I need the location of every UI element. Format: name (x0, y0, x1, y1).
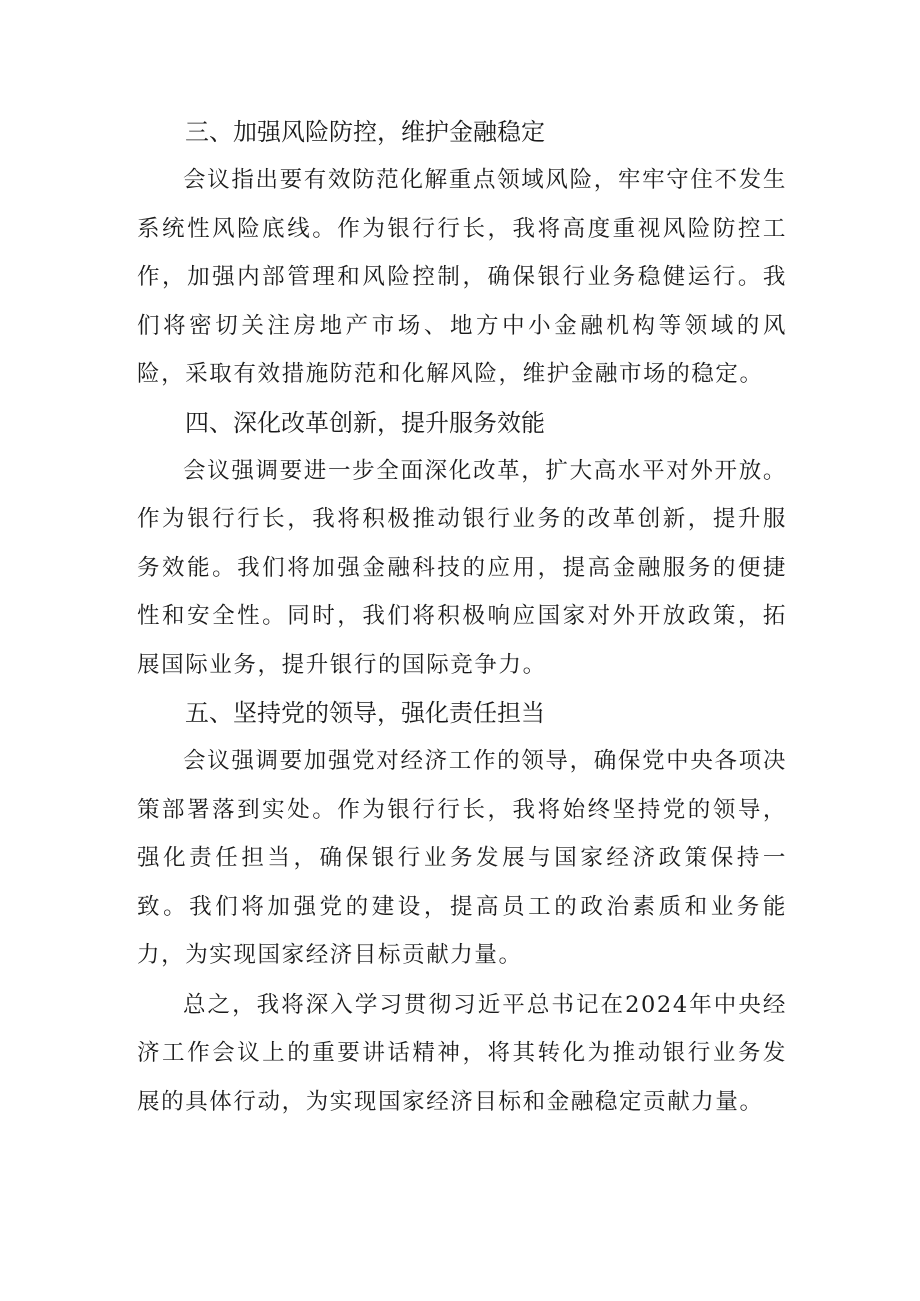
section-paragraph-5: 会议强调要加强党对经济工作的领导，确保党中央各项决策部署落到实处。作为银行行长，我将始终坚持党的领导，强化责任担当，确保银行业务发展与国家经济政策保持一致。我们将加强党的建设，提高员工的政治素质和业务能力，为实现国家经济目标贡献力量。 (137, 748, 787, 968)
conclusion-paragraph: 总之，我将深入学习贯彻习近平总书记在2024年中央经济工作会议上的重要讲话精神，将其转化为推动银行业务发展的具体行动，为实现国家经济目标和金融稳定贡献力量。 (137, 991, 787, 1115)
section-heading-3: 三、加强风险防控，维护金融稳定 (185, 118, 545, 146)
section-paragraph-3: 会议指出要有效防范化解重点领域风险，牢牢守住不发生系统性风险底线。作为银行行长，我将高度重视风险防控工作，加强内部管理和风险控制，确保银行业务稳健运行。我们将密切关注房地产市场、地方中小金融机构等领域的风险，采取有效措施防范和化解风险，维护金融市场的稳定。 (137, 167, 787, 387)
section-heading-5: 五、坚持党的领导，强化责任担当 (185, 699, 545, 727)
section-heading-4: 四、深化改革创新，提升服务效能 (185, 408, 545, 437)
document-body (137, 108, 787, 1126)
section-paragraph-4: 会议强调要进一步全面深化改革，扩大高水平对外开放。作为银行行长，我将积极推动银行业务的改革创新，提升服务效能。我们将加强金融科技的应用，提高金融服务的便捷性和安全性。同时，我们将积极响应国家对外开放政策，拓展国际业务，提升银行的国际竞争力。 (137, 457, 787, 678)
